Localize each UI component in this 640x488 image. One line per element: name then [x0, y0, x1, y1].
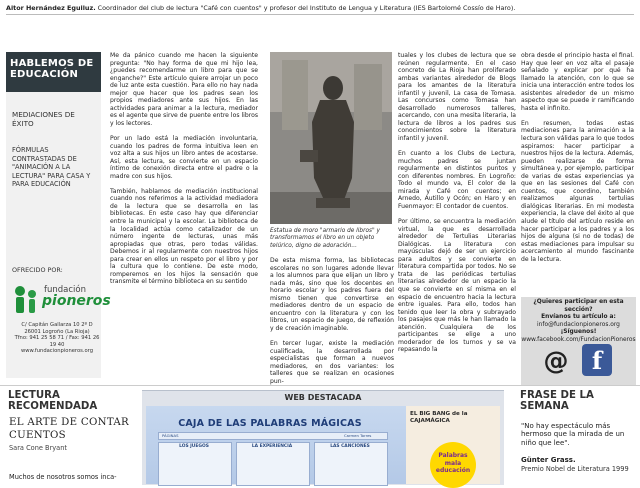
bigbang-badge: [430, 442, 476, 488]
promo-question: ¿Quieres participar en esta sección?: [533, 299, 624, 313]
promo-follow: ¡Síguenos!: [560, 329, 597, 336]
bottom-divider: [0, 385, 640, 386]
promo-send: Envíanos tu artículo a:: [541, 314, 616, 321]
frase-section-title: FRASE DE LA SEMANA: [520, 390, 594, 412]
article-column-2: De esta misma forma, las bibliotecas escolares no son lugares adonde llevar a los alumnos para que elijan un libro y nada más, sino que los docentes en horario escolar y los padres fuera del mismo tienen que convertirse en mediadores dentro de un espacio de encuentro con la literatura y con los libros, un espacio de juego, de reflexión y de creación imaginable. En tercer lugar, existe la mediación cualificada, la desarrollada por especialistas que forman a nuevos mediadores, en dos variantes: los talleres que se realizan en ocasiones pun-: [270, 257, 394, 385]
book-author: Sara Cone Bryant: [9, 444, 67, 452]
header-divider: [6, 14, 634, 15]
web-nav-left: PÁGINAS: [162, 433, 179, 438]
article-column-4: obra desde el principio hasta el final. Hay que leer en voz alta el pasaje señalado y explicar por qué ha llamado la atención, con lo que se inicia una interacción entre todos los asistentes alrededor de un mismo aspecto que se puede ir ramificando hasta el infinito. En resumen, todas estas mediaciones para la animación a la lectura son válidas para lo que todos aspiramos: hacer participar a nuestros hijos de la lectura. Además, pueden realizarse de forma simultánea y, por ejemplo, participar de varias de estas experiencias ya que en las sesiones del Café con cuentos, que coordino, también realizamos algunas tertulias dialógicas literarias. En mi modesta experiencia, la clave del éxito al que alude el título del artículo reside en hacer participar a los padres y a los hijos de alguna (si no de todas) de estas mediaciones para impulsar su acercamiento al mundo fascinante de la lectura.: [521, 52, 634, 262]
author-role: Coordinador del club de lectura "Café con cuentos" y profesor del Instituto de Lengua y Literatura (IES Bartolomé Cossío de Haro).: [95, 4, 516, 12]
web-tab-games: LOS JUEGOS: [179, 444, 209, 449]
lectura-section-title: LECTURA RECOMENDADA: [8, 390, 98, 412]
bigbang-badge-line2: mala: [444, 459, 462, 467]
author-line: [6, 4, 634, 12]
web-site-title: CAJA DE LAS PALABRAS MÁGICAS: [178, 418, 362, 429]
sidebar-title: HABLEMOS DE EDUCACIÓN: [10, 58, 94, 80]
web-section-title: WEB DESTACADA: [284, 393, 362, 402]
address-block: C/ Capitán Gallarza 10 2º D 26001 Logroño (La Rioja) Tfno: 941 25 58 71 / Fax: 941 26 19 40 www.fundacionpioneros.org: [14, 322, 100, 355]
photo-caption: Estatua de moro "armario de libros" y transformamos el libro en un objeto telúrico, digno de adoración...: [270, 228, 380, 249]
web-tab-songs: LAS CANCIONES: [330, 444, 370, 449]
quote-role: Premio Nobel de Literatura 1999: [521, 465, 629, 473]
article-column-3: tuales y los clubes de lectura que se reúnen regularmente. En el caso concreto de La Rioja han proliferado ambas variantes alrededor de Blogs para los amantes de la literatura infantil y juvenil, La casa de Tomasa. Las concursos como Tomasa han desarrollado numerosos talleres, acercando, con una mesita literaria, la lectura de libros a los padres sus conocimientos sobre la literatura infantil y juvenil. En cuanto a los Clubs de Lectura, muchos padres se juntan regularmente en distintos puntos y con diferentes nombres. En Logroño: Todo el mundo va, El color de la mirada y Café con cuentos; en Arnedo, Autillo y Ocón; en Haro y en Fuenmayor: El contador de cuentos. Por último, se encuentra la mediación virtual, la que es desarrollada alrededor de Tertulias Literarias Dialógicas. La literatura con mayúsculas dejó de ser un ejercicio para adultos y se convierte en literatura compartida por todos. No se trata de las periódicas tertulias literarias alrededor de un espacio la que se convierte en sí misma en el espacio de encuentro hacia la lectura entre iguales. Para ello, todos han tenido que leer la obra y subrayado los pasajes que más le han llamado la atención. Cualquiera de los participantes se elige a uno moderador de los turnos y se va repasando la: [398, 52, 516, 354]
email-at-icon[interactable]: @: [543, 346, 569, 375]
author-name: Aitor Hernández Eguiluz.: [6, 4, 96, 12]
book-title: EL ARTE DE CONTAR CUENTOS: [9, 417, 130, 441]
promo-facebook-link[interactable]: www.facebook.com/FundacionPioneros: [521, 336, 636, 343]
statue-photo: [270, 52, 392, 224]
bigbang-badge-line3: educación: [435, 467, 471, 474]
bigbang-label: EL BIG BANG de la CAJAMÁGICA: [410, 411, 468, 424]
bigbang-badge-line1: Palabras: [438, 452, 468, 459]
book-text: Muchos de nosotros somos inca-: [9, 473, 117, 481]
web-tab-experience: LA EXPERIENCIA: [251, 444, 293, 449]
quote-author: Günter Grass.: [521, 456, 576, 464]
offered-by-label: OFRECIDO POR:: [12, 266, 63, 274]
promo-text: [521, 299, 636, 345]
quote-text: "No hay espectáculo más hermoso que la mirada de un niño que lee".: [521, 422, 625, 447]
article-column-1: Me da pánico cuando me hacen la siguiente pregunta: "No hay forma de que mi hijo lea, ¿puedes recomendarme un libro para que se enganche?" Este artículo quiere arrojar un poco de luz ante esta cuestión. Para ello no hay nada mejor que hacer que los padres sean los propios mediadores ante sus hijos. En las actividades para animar a la lectura, mediador es el agente que sirve de puente entre los libros y los lectores. Por un lado está la mediación involuntaria, cuando los padres de forma intuitiva leen en voz alta a sus hijos un libro antes de acostarse. Así, esta lectura, se convierte en un espacio íntimo de conexión directa entre el padre o la madre con sus hijos. También, hablamos de mediación institucional cuando nos referimos a la actividad mediadora de la lectura que se desarrolla en las bibliotecas. En este caso hay que diferenciar entre la municipal y la escolar. La biblioteca de la localidad actúa como catalizador de un número ingente de lecturas, unas más apropiadas que otras, pero todas válidas. Debemos ir al regularmente con nuestros hijos para crear en ellos un respeto por el libro y por la cultura que lo contiene. De este modo, romperemos en los hijos la sensación que transmite el término biblioteca en su sentido: [110, 52, 258, 286]
facebook-icon[interactable]: f: [582, 344, 612, 376]
sidebar-subtitle: MEDIACIONES DE ÉXITO: [12, 110, 75, 128]
web-nav-right: Carmen Torres: [344, 433, 372, 438]
promo-email-link[interactable]: info@fundacionpioneros.org: [537, 321, 620, 328]
logo-text-large: pioneros: [42, 293, 111, 309]
logo-text-small: fundación: [44, 285, 86, 295]
sidebar-subtitle-2: FÓRMULAS CONTRASTADAS DE "ANIMACIÓN A LA LECTURA" PARA CASA Y PARA EDUCACIÓN: [12, 146, 91, 189]
